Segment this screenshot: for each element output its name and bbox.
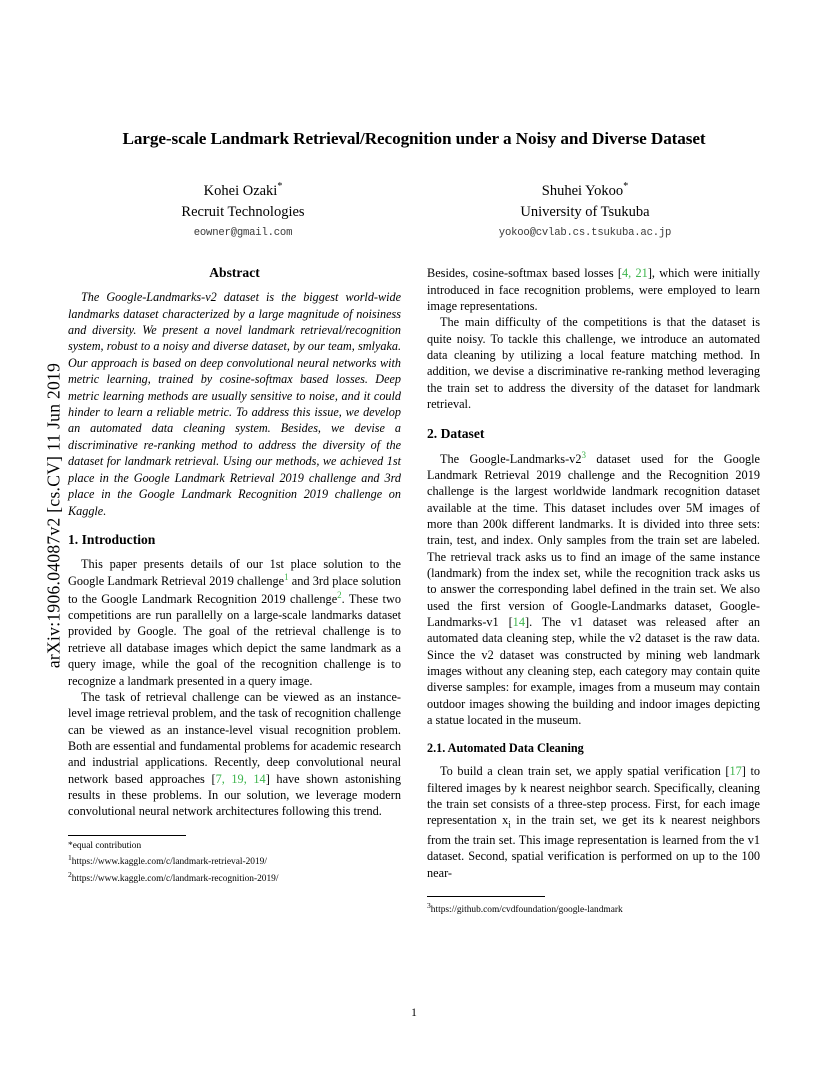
intro-p3-part-a: Besides, cosine-softmax based losses [ <box>427 266 623 281</box>
abstract-body <box>68 289 401 519</box>
math-subscript: i <box>508 819 511 830</box>
author-block <box>118 180 368 239</box>
page-title: Large-scale Landmark Retrieval/Recognition under a Noisy and Diverse Dataset <box>122 129 706 148</box>
paper-content <box>68 128 760 917</box>
citation-link[interactable]: 4, 21 <box>622 266 648 281</box>
two-column-body <box>68 265 760 917</box>
section-heading-introduction: 1. Introduction <box>68 531 156 547</box>
intro-p2-part-b: ] have shown astonishing results in these problems. In our solution, we leverage modern convolutional neural network architectures following this trend. <box>68 771 401 819</box>
author-affiliation: Recruit Technologies <box>181 204 305 221</box>
footnote-ref-1[interactable]: 1 <box>284 572 289 583</box>
footnotes-right <box>427 891 760 917</box>
intro-p1-part-b: and 3rd place solution to the Google Landmark Recognition 2019 challenge <box>68 574 401 606</box>
cleaning-p1-part-a: To build a clean train set, we apply spatial verification [ <box>440 764 730 779</box>
author-footnote-marker: * <box>277 181 283 193</box>
footnote-3 <box>427 901 760 917</box>
author-footnote-marker: * <box>623 181 629 193</box>
footnote-2-url[interactable]: https://www.kaggle.com/c/landmark-recognition-2019/ <box>71 873 279 884</box>
intro-paragraph-2 <box>68 689 401 820</box>
footnote-2-number: 2 <box>68 869 72 879</box>
author-name <box>460 180 710 202</box>
footnote-3-number: 3 <box>427 900 431 910</box>
footnote-1-url[interactable]: https://www.kaggle.com/c/landmark-retrieval-2019/ <box>71 857 267 868</box>
author-email: yokoo@cvlab.cs.tsukuba.ac.jp <box>498 227 672 240</box>
author-block <box>460 180 710 239</box>
intro-paragraph-1 <box>68 556 401 689</box>
intro-p3-part-b: ], which were initially introduced in face recognition problems, were employed to learn image representations. <box>427 266 760 313</box>
subsection-heading-automated-data-cleaning: 2.1. Automated Data Cleaning <box>427 741 584 756</box>
cleaning-p1-part-c: in the train set, we get its k nearest neighbors from the train set. This image representation is learned from the v1 dataset. Second, spatial verification is performed on up to the 100 near- <box>427 813 761 880</box>
intro-p2-part-a: The task of retrieval challenge can be viewed as an instance-level image retrieval problem, and the task of recognition challenge can be viewed as an instance-level visual recognition problem. Both are essential and fundamental problems for academic research and industrial applications. Recently, deep convolutional neural network based approaches [ <box>68 690 401 786</box>
author-name-text: Kohei Ozaki <box>203 183 278 200</box>
dataset-p1-part-c: ]. The v1 dataset was released after an automated data cleaning step, while the v2 dataset is the raw data. Since the v2 dataset was constructed by mining web landmark images without any cleaning step, each category may contain quite diverse samples: for example, images from a museum may contain outdoor images showing the building and indoor images depicting a statue located in the museum. <box>427 615 760 728</box>
dataset-paragraph-1 <box>427 450 760 729</box>
page-number: 1 <box>411 1007 417 1019</box>
dataset-p1-part-b: dataset used for the Google Landmark Retrieval 2019 challenge and the Recognition 2019 challenge is the largest worldwide landmark recognition dataset available at the time. This dataset includes over 5M images of more than 200k different landmarks. It is divided into three sets: train, test, and index. Only samples from the train set are labeled. The retrieval track asks us to find an image of the same instance (landmark) from the index set, while the recognition track asks us to answer the corresponding label defined in the train set. We also used the first version of Google-Landmarks dataset, Google-Landmarks-v1 [ <box>427 451 760 630</box>
citation-link[interactable]: 17 <box>729 764 742 779</box>
cleaning-p1-part-b: ] to filtered images by k nearest neighbor search. Specifically, cleaning the train set consists of a three-step process. First, for each image representation x <box>427 764 761 828</box>
footnotes-left <box>68 830 401 886</box>
footnote-ref-3[interactable]: 3 <box>581 449 586 460</box>
citation-link[interactable]: 7, 19, 14 <box>215 771 266 786</box>
dataset-p1-part-a: The Google-Landmarks-v2 <box>440 451 582 466</box>
citation-link[interactable]: 14 <box>512 615 525 630</box>
right-column <box>427 265 760 917</box>
footnote-ref-2[interactable]: 2 <box>337 589 342 600</box>
intro-p1-part-a: This paper presents details of our 1st place solution to the Google Landmark Retrieval 2019 challenge <box>68 556 401 589</box>
footnote-1-number: 1 <box>68 853 72 863</box>
author-email: eowner@gmail.com <box>193 227 293 240</box>
author-name <box>118 180 368 202</box>
abstract-paragraph: The Google-Landmarks-v2 dataset is the biggest world-wide landmarks dataset characterized by a large magnitude of noisiness and diversity. We present a novel landmark retrieval/recognition system, robust to a noisy and diverse dataset, by our team, smlyaka. Our approach is based on deep convolutional neural networks with metric learning, trained by cosine-softmax based losses. Deep metric learning methods are usually sensitive to noise, and it could hinder to learn a reliable metric. To address this issue, we develop an automated data cleaning system. Besides, we devise a discriminative re-ranking method to address the diversity of the dataset for landmark retrieval. Using our methods, we achieved 1st place in the Google Landmark Retrieval 2019 challenge and 3rd place in the Google Landmark Recognition 2019 challenge on Kaggle. <box>68 290 401 518</box>
section-heading-dataset: 2. Dataset <box>427 425 485 441</box>
intro-paragraph-3 <box>427 265 760 314</box>
intro-p1-part-c: . These two competitions are run parallelly on a large-scale landmarks dataset provided by Google. The goal of the retrieval challenge is to retrieve all database images which depict the same landmark as a query image, while the goal of the recognition challenge is to recognize a landmark presented in a query image. <box>68 591 401 688</box>
footnote-2 <box>68 870 401 886</box>
footnote-equal-contribution: *equal contribution <box>68 840 142 851</box>
footnote-rule <box>68 835 186 836</box>
footnote-3-url[interactable]: https://github.com/cvdfoundation/google-landmark <box>430 905 623 916</box>
footnote-1 <box>68 853 401 869</box>
intro-paragraph-4: The main difficulty of the competitions is that the dataset is quite noisy. To tackle this challenge, we introduce an automated data cleaning by utilizing a local feature matching method. In addition, we devise a discriminative re-ranking method leveraging the train set to address the diversity of the dataset for landmark retrieval. <box>427 315 760 412</box>
left-column <box>68 265 401 917</box>
cleaning-paragraph-1 <box>427 763 760 880</box>
author-name-text: Shuhei Yokoo <box>541 183 624 200</box>
author-list <box>68 180 760 239</box>
footnote-rule <box>427 896 545 897</box>
abstract-heading: Abstract <box>209 265 260 281</box>
author-affiliation: University of Tsukuba <box>520 204 650 221</box>
arxiv-stamp: arXiv:1906.04087v2 [cs.CV] 11 Jun 2019 <box>43 362 64 669</box>
